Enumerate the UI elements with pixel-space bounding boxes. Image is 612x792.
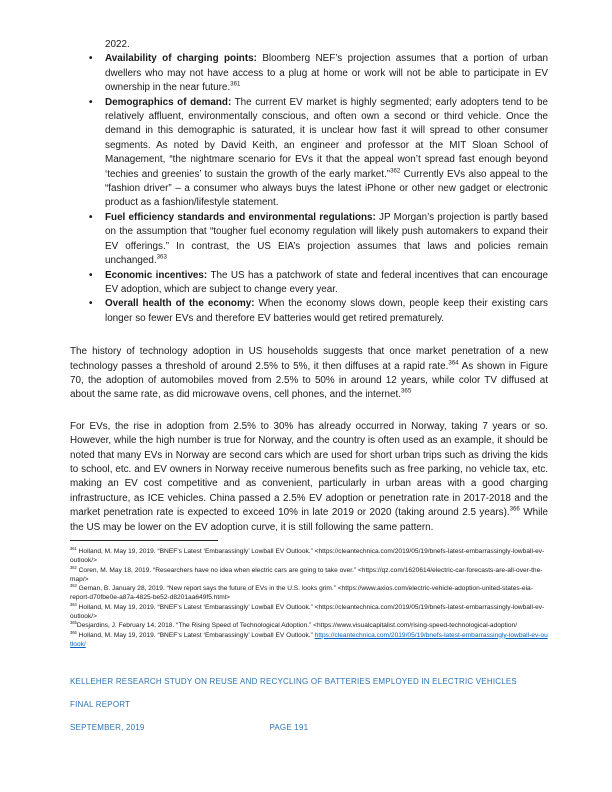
footnote-separator [70,540,218,541]
text-run: Holland, M. May 19, 2019. “BNEF’s Latest ‘Embarassingly’ Lowball EV Outlook.” [76,631,315,639]
text-run: Holland, M. May 19, 2019. “BNEF’s Latest ‘Embarassingly’ Lowball EV Outlook.” <https://cleantechnica.com/2019/05/19/bnefs-latest-embarrassingly-lowball-ev-outlook/> [70,603,545,621]
paragraph-year-continuation [105,38,548,52]
text-run: 2022. [105,39,130,50]
footer-study-title: KELLEHER RESEARCH STUDY ON REUSE AND RECYCLING OF BATTERIES EMPLOYED IN ELECTRIC VEHICLES [70,677,517,686]
text-run: Holland, M. May 19, 2019. “BNEF’s Latest ‘Embarassingly’ Lowball EV Outlook.” <https://cleantechnica.com/2019/05/19/bnefs-latest-embarrassingly-lowball-ev-outlook/> [70,548,545,565]
text-run: The current EV market is highly segmented; early adopters tend to be relatively affluent, environmentally conscious, and often own a second or third vehicle. Once the demand in this demographic is saturated, it is unclear how fast it will spread to other consumer segments. As noted by David Keith, an engineer and professor at the MIT Sloan School of Management, “the nightmare scenario for EVs it that the appeal won’t spread fast enough beyond ‘techies and greenies’ to sustain the growth of the early market.” [105,96,548,180]
footnote-reference: 366 [509,505,520,513]
text-run: Desjardins, J. February 14, 2018. “The Rising Speed of Technological Adoption.” <https://www.visualcapitalist.com/rising-speed-technological-adoption/ [76,622,518,630]
bullet-item-demographics [70,96,548,211]
footnote-reference: 362 [70,564,77,570]
bold-run: Availability of charging points: [105,53,257,65]
body-text [70,38,548,535]
text-run: As shown in Figure 70, the adoption of automobiles moved from 2.5% to 50% in around 12 years, while color TV diffused at about the same rate, as did microwave ovens, cell phones, and the internet. [70,360,548,401]
text-run: Currently EVs also appeal to the “fashion driver” – a consumer who always buys the latest iPhone or other new gadget or electronic product as a fashion/lifestyle statement. [105,168,548,209]
footnote-reference: 364 [70,601,77,607]
footer-date: SEPTEMBER, 2019 [70,723,145,732]
footnote-362 [70,566,548,585]
bold-run: Overall health of the economy: [105,298,255,310]
footer-date-page-row [70,723,548,733]
bullet-item-charging-points [70,52,548,95]
text-run: JP Morgan’s projection is partly based on the assumption that “tougher fuel economy regulation will likely push automakers to expand their EV offerings.” In contrast, the US EIA’s projection assumes that laws and policies remain unchanged. [105,211,548,267]
footnote-reference: 366 [70,629,77,635]
footnote-365 [70,621,548,630]
page-footer [70,677,548,733]
footnote-364 [70,603,548,622]
paragraph-ev-adoption-norway [70,420,548,535]
footnote-361 [70,547,548,566]
footnote-reference: 362 [390,167,401,175]
footnote-reference: 363 [70,583,77,588]
bold-run: Demographics of demand: [105,96,232,108]
text-run: Geman, B. January 28, 2019. “New report says the future of EVs in the U.S. looks grim.” <https://www.axios.com/electric-vehicle-adoption-united-states-eia-report-d70fbe0e-a87a-4825-be52-d8201aa649f5.html> [70,585,533,602]
text-run: The history of technology adoption in US households suggests that once market penetration of a new technology passes a threshold of around 2.5% to 5%, it then diffuses at a rapid rate. [70,346,548,372]
footnote-reference: 364 [448,359,459,367]
footnote-366 [70,631,548,650]
bullet-item-economy-health [70,297,548,326]
text-run: The US has a patchwork of state and federal incentives that can encourage EV adoption, which are subject to change every year. [105,269,549,295]
bold-run: Fuel efficiency standards and environmental regulations: [105,211,376,223]
footnote-reference: 365 [70,620,77,626]
text-run: Bloomberg NEF’s projection assumes that a portion of urban dwellers who may not have access to a plug at home or work will not be able to participate in EV ownership in the near future. [105,53,548,94]
text-run: For EVs, the rise in adoption from 2.5% to 30% has already occurred in Norway, taking 7 years or so. However, while the high number is true for Norway, and the country is often used as an example, it should be noted that many EVs in Norway are second cars which are used for short urban trips such as driving the kids to school, etc. and EV owners in Norway receive numerous benefits such as free parking, no vehicle tax, etc. making an EV cost competitive and as convenient, particularly in urban areas with a good charging infrastructure, as ICE vehicles. China passed a 2.5% EV adoption or penetration rate in 2017-2018 and the market penetration rate is expected to exceed 10% in late 2019 or 2020 (taking around 2.5 years). [70,420,548,519]
hyperlink[interactable]: https://cleantechnica.com/2019/05/19/bnefs-latest-embarrassingly-lowball-ev-outlook/ [70,631,548,648]
footnote-reference: 361 [70,545,77,551]
footnote-363 [70,584,548,603]
footer-report-type: FINAL REPORT [70,700,131,709]
text-run: While the US may be lower on the EV adoption curve, it is still following the same pattern. [70,507,548,533]
text-run: Coren, M. May 18, 2019. “Researchers have no idea when electric cars are going to take over.” <https://qz.com/1620614/electric-car-forecasts-are-all-over-the-map/> [70,566,543,583]
text-run: When the economy slows down, people keep their existing cars longer so fewer EVs and therefore EV batteries would get retired prematurely. [105,298,548,324]
paragraph-technology-adoption [70,345,548,403]
bold-run: Economic incentives: [105,269,208,281]
footnote-reference: 363 [156,253,167,261]
bullet-item-fuel-efficiency [70,211,548,269]
footer-page-number: PAGE 191 [269,723,309,732]
bullet-list [70,52,548,326]
footnote-reference: 365 [401,388,412,396]
bullet-item-economic-incentives [70,269,548,298]
footnote-reference: 361 [230,80,241,88]
footnotes-section [70,540,548,649]
